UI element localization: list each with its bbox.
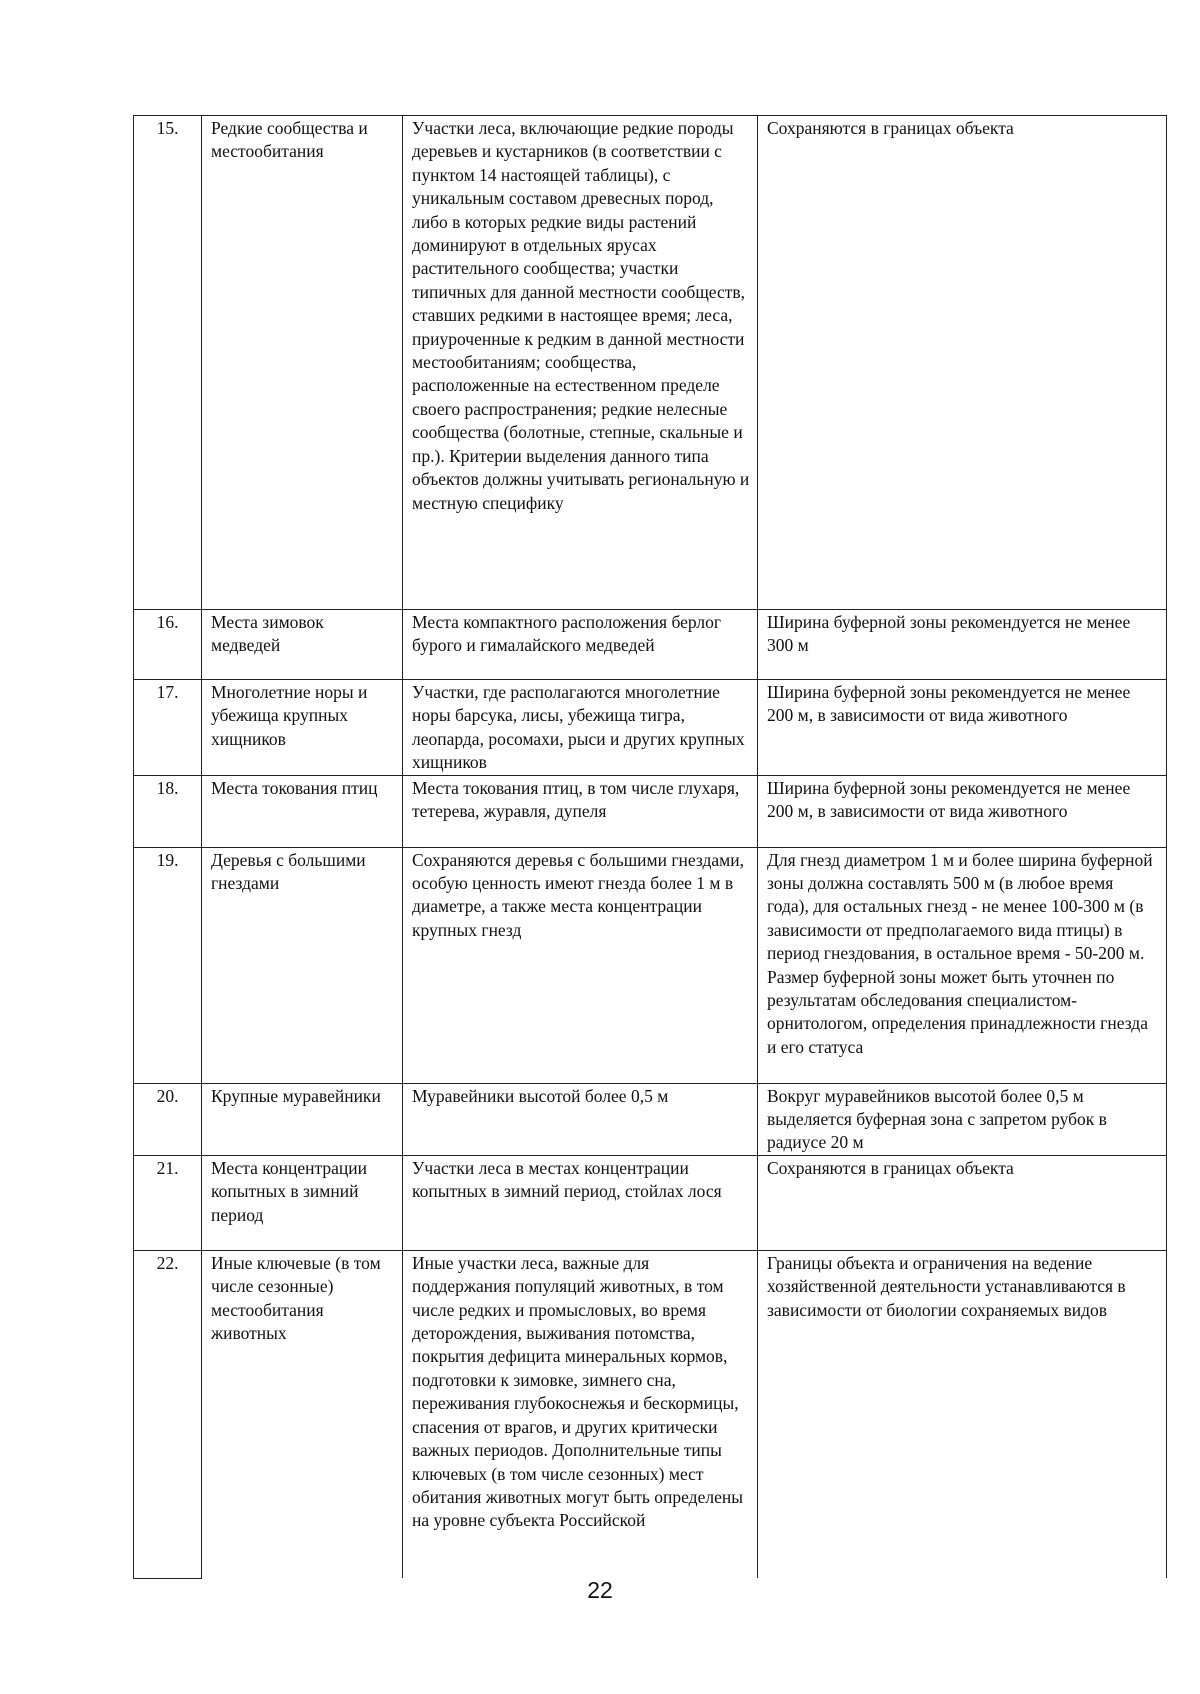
object-name: Деревья с большими гнездами: [202, 847, 403, 1083]
row-number: 21.: [134, 1155, 202, 1250]
table-row: [134, 775, 1167, 847]
object-name: Многолетние норы и убежища крупных хищников: [202, 680, 403, 776]
object-description: Участки, где располагаются многолетние норы барсука, лисы, убежища тигра, леопарда, росомахи, рыси и других крупных хищников: [403, 680, 758, 776]
object-measures: Ширина буферной зоны рекомендуется не менее 200 м, в зависимости от вида животного: [758, 775, 1167, 847]
table-row: [134, 847, 1167, 1083]
row-number: 15.: [134, 116, 202, 610]
object-measures: Вокруг муравейников высотой более 0,5 м выделяется буферная зона с запретом рубок в радиусе 20 м: [758, 1083, 1167, 1155]
object-measures: Сохраняются в границах объекта: [758, 1155, 1167, 1250]
row-number: 19.: [134, 847, 202, 1083]
table-row: [134, 1155, 1167, 1250]
object-description: Иные участки леса, важные для поддержания популяций животных, в том числе редких и промысловых, во время деторождения, выживания потомства, покрытия дефицита минеральных кормов, подготовки к зимовке, зимнего сна, переживания глубокоснежья и бескормицы, спасения от врагов, и других критически важных периодов. Дополнительные типы ключевых (в том числе сезонных) мест обитания животных могут быть определены на уровне субъекта Российской: [403, 1250, 758, 1578]
protection-table: [133, 115, 1167, 1579]
object-name: Редкие сообщества и местообитания: [202, 116, 403, 610]
table-row: [134, 1250, 1167, 1578]
object-name: Иные ключевые (в том числе сезонные) местообитания животных: [202, 1250, 403, 1578]
object-description: Муравейники высотой более 0,5 м: [403, 1083, 758, 1155]
page-number: 22: [587, 1577, 613, 1603]
object-description: Сохраняются деревья с большими гнездами, особую ценность имеют гнезда более 1 м в диаметре, а также места концентрации крупных гнезд: [403, 847, 758, 1083]
row-number: 20.: [134, 1083, 202, 1155]
row-number: 16.: [134, 610, 202, 680]
table-row: [134, 1083, 1167, 1155]
object-description: Места компактного расположения берлог бурого и гималайского медведей: [403, 610, 758, 680]
table-row: [134, 116, 1167, 610]
object-description: Места токования птиц, в том числе глухаря, тетерева, журавля, дупеля: [403, 775, 758, 847]
row-number: 18.: [134, 775, 202, 847]
object-measures: Границы объекта и ограничения на ведение хозяйственной деятельности устанавливаются в зависимости от биологии сохраняемых видов: [758, 1250, 1167, 1578]
object-name: Места концентрации копытных в зимний период: [202, 1155, 403, 1250]
object-measures: Для гнезд диаметром 1 м и более ширина буферной зоны должна составлять 500 м (в любое время года), для остальных гнезд - не менее 100-300 м (в зависимости от предполагаемого вида птицы) в период гнездования, в остальное время - 50-200 м. Размер буферной зоны может быть уточнен по результатам обследования специалистом-орнитологом, определения принадлежности гнезда и его статуса: [758, 847, 1167, 1083]
object-name: Места зимовок медведей: [202, 610, 403, 680]
object-description: Участки леса в местах концентрации копытных в зимний период, стойлах лося: [403, 1155, 758, 1250]
object-name: Крупные муравейники: [202, 1083, 403, 1155]
object-name: Места токования птиц: [202, 775, 403, 847]
object-measures: Сохраняются в границах объекта: [758, 116, 1167, 610]
object-description: Участки леса, включающие редкие породы деревьев и кустарников (в соответствии с пунктом 14 настоящей таблицы), с уникальным составом древесных пород, либо в которых редкие виды растений доминируют в отдельных ярусах растительного сообщества; участки типичных для данной местности сообществ, ставших редкими в настоящее время; леса, приуроченные к редким в данной местности местообитаниям; сообщества, расположенные на естественном пределе своего распространения; редкие нелесные сообщества (болотные, степные, скальные и пр.). Критерии выделения данного типа объектов должны учитывать региональную и местную специфику: [403, 116, 758, 610]
row-number: 22.: [134, 1250, 202, 1578]
object-measures: Ширина буферной зоны рекомендуется не менее 200 м, в зависимости от вида животного: [758, 680, 1167, 776]
object-measures: Ширина буферной зоны рекомендуется не менее 300 м: [758, 610, 1167, 680]
table-row: [134, 610, 1167, 680]
table-row: [134, 680, 1167, 776]
row-number: 17.: [134, 680, 202, 776]
